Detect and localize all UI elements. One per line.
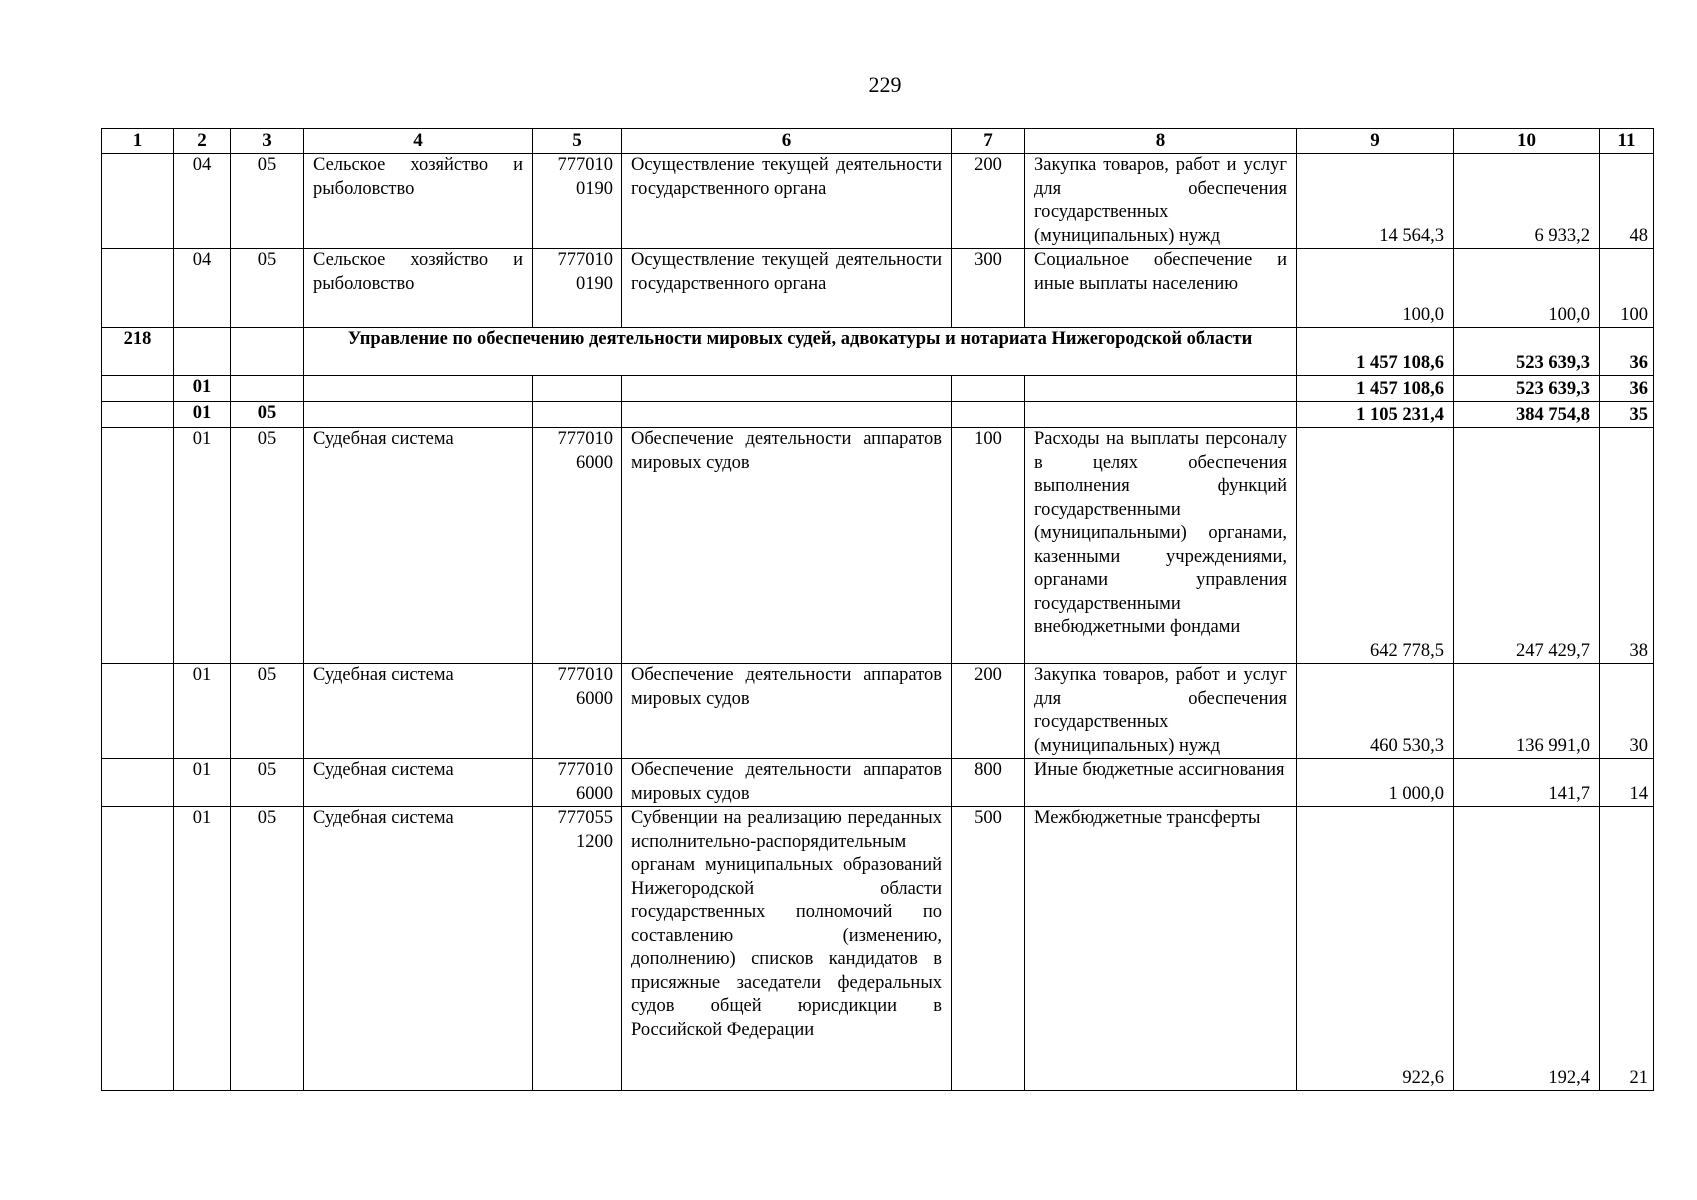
- cell-plan: 100,0: [1297, 249, 1454, 328]
- cell-expense-name: Социальное обеспечение и иные выплаты населению: [1025, 249, 1297, 328]
- table-row: [102, 759, 1654, 807]
- cell-subsection: 05: [231, 249, 304, 328]
- cell-target-code: 777010 6000: [533, 664, 622, 759]
- cell-actual: 136 991,0: [1454, 664, 1600, 759]
- cell-expense-name: Расходы на выплаты персоналу в целях обеспечения выполнения функций государственными (муниципальными) органами, казенными учреждениями, органами управления государственными внебюджетными фондами: [1025, 428, 1297, 664]
- cell-section: 01: [174, 428, 231, 664]
- cell-empty: [533, 402, 622, 428]
- cell-section: 04: [174, 249, 231, 328]
- table-row: [102, 807, 1654, 1091]
- cell-subsection: 05: [231, 807, 304, 1091]
- cell-subsection-name: Сельское хозяйство и рыболовство: [304, 249, 533, 328]
- cell-empty: [1025, 402, 1297, 428]
- table-row: [102, 664, 1654, 759]
- cell-c1: [102, 249, 174, 328]
- col-header: 9: [1297, 129, 1454, 154]
- col-header: 3: [231, 129, 304, 154]
- col-header: 1: [102, 129, 174, 154]
- cell-empty: [231, 376, 304, 402]
- cell-expense-code: 300: [952, 249, 1025, 328]
- cell-plan: 1 457 108,6: [1297, 376, 1454, 402]
- cell-target-name: Обеспечение деятельности аппаратов мировых судов: [622, 664, 952, 759]
- page-number: 229: [868, 72, 902, 97]
- cell-actual: 192,4: [1454, 807, 1600, 1091]
- cell-target-code: 777010 0190: [533, 249, 622, 328]
- cell-target-name: Осуществление текущей деятельности государственного органа: [622, 249, 952, 328]
- cell-empty: [102, 402, 174, 428]
- cell-target-code: 777010 6000: [533, 759, 622, 807]
- cell-empty: [533, 376, 622, 402]
- cell-percent: 38: [1600, 428, 1654, 664]
- cell-target-code: 777010 6000: [533, 428, 622, 664]
- cell-subsection: 05: [231, 428, 304, 664]
- cell-subsection: 05: [231, 759, 304, 807]
- cell-plan: 14 564,3: [1297, 154, 1454, 249]
- col-header: 10: [1454, 129, 1600, 154]
- cell-percent: 36: [1600, 376, 1654, 402]
- cell-target-name: Обеспечение деятельности аппаратов мировых судов: [622, 428, 952, 664]
- cell-plan: 460 530,3: [1297, 664, 1454, 759]
- cell-subsection: 05: [231, 154, 304, 249]
- col-header: 11: [1600, 129, 1654, 154]
- cell-percent: 36: [1600, 328, 1654, 376]
- header-row: [102, 129, 1654, 154]
- cell-section: 01: [174, 402, 231, 428]
- cell-section: 04: [174, 154, 231, 249]
- col-header: 7: [952, 129, 1025, 154]
- cell-target-code: 777010 0190: [533, 154, 622, 249]
- cell-target-name: Осуществление текущей деятельности государственного органа: [622, 154, 952, 249]
- cell-empty: [231, 328, 304, 376]
- cell-empty: [304, 402, 533, 428]
- cell-expense-code: 100: [952, 428, 1025, 664]
- cell-percent: 48: [1600, 154, 1654, 249]
- col-header: 2: [174, 129, 231, 154]
- cell-actual: 100,0: [1454, 249, 1600, 328]
- cell-empty: [174, 328, 231, 376]
- cell-section: 01: [174, 664, 231, 759]
- cell-percent: 21: [1600, 807, 1654, 1091]
- cell-percent: 14: [1600, 759, 1654, 807]
- cell-target-code: 777055 1200: [533, 807, 622, 1091]
- cell-expense-name: Закупка товаров, работ и услуг для обеспечения государственных (муниципальных) нужд: [1025, 154, 1297, 249]
- table-row: [102, 428, 1654, 664]
- cell-dept-code: 218: [102, 328, 174, 376]
- cell-expense-name: Межбюджетные трансферты: [1025, 807, 1297, 1091]
- cell-plan: 1 000,0: [1297, 759, 1454, 807]
- col-header: 4: [304, 129, 533, 154]
- cell-empty: [622, 402, 952, 428]
- cell-actual: 141,7: [1454, 759, 1600, 807]
- cell-empty: [1025, 376, 1297, 402]
- cell-subsection-name: Судебная система: [304, 759, 533, 807]
- col-header: 8: [1025, 129, 1297, 154]
- cell-empty: [102, 376, 174, 402]
- cell-section: 01: [174, 759, 231, 807]
- cell-c1: [102, 154, 174, 249]
- section-row: [102, 376, 1654, 402]
- cell-subsection-name: Судебная система: [304, 807, 533, 1091]
- cell-actual: 523 639,3: [1454, 328, 1600, 376]
- cell-section: 01: [174, 807, 231, 1091]
- table-row: [102, 249, 1654, 328]
- cell-empty: [952, 402, 1025, 428]
- cell-subsection-name: Судебная система: [304, 664, 533, 759]
- dept-row: [102, 328, 1654, 376]
- cell-plan: 1 457 108,6: [1297, 328, 1454, 376]
- cell-percent: 35: [1600, 402, 1654, 428]
- cell-empty: [304, 376, 533, 402]
- cell-subsection: 05: [231, 664, 304, 759]
- cell-expense-code: 200: [952, 154, 1025, 249]
- cell-plan: 1 105 231,4: [1297, 402, 1454, 428]
- cell-subsection: 05: [231, 402, 304, 428]
- col-header: 5: [533, 129, 622, 154]
- cell-percent: 100: [1600, 249, 1654, 328]
- subsection-row: [102, 402, 1654, 428]
- cell-target-name: Субвенции на реализацию переданных исполнительно-распорядительным органам муниципальных образований Нижегородской области государственных полномочий по составлению (изменению, дополнению) списков кандидатов в присяжные заседатели федеральных судов общей юрисдикции в Российской Федерации: [622, 807, 952, 1091]
- cell-actual: 247 429,7: [1454, 428, 1600, 664]
- cell-section: 01: [174, 376, 231, 402]
- cell-expense-name: Закупка товаров, работ и услуг для обеспечения государственных (муниципальных) нужд: [1025, 664, 1297, 759]
- cell-expense-code: 500: [952, 807, 1025, 1091]
- cell-plan: 922,6: [1297, 807, 1454, 1091]
- cell-actual: 523 639,3: [1454, 376, 1600, 402]
- cell-dept-name: Управление по обеспечению деятельности мировых судей, адвокатуры и нотариата Нижегородской области: [304, 328, 1297, 376]
- table-row: [102, 154, 1654, 249]
- cell-actual: 384 754,8: [1454, 402, 1600, 428]
- cell-expense-name: Иные бюджетные ассигнования: [1025, 759, 1297, 807]
- cell-expense-code: 800: [952, 759, 1025, 807]
- cell-c1: [102, 807, 174, 1091]
- cell-expense-code: 200: [952, 664, 1025, 759]
- cell-target-name: Обеспечение деятельности аппаратов мировых судов: [622, 759, 952, 807]
- cell-plan: 642 778,5: [1297, 428, 1454, 664]
- col-header: 6: [622, 129, 952, 154]
- cell-c1: [102, 759, 174, 807]
- cell-c1: [102, 428, 174, 664]
- cell-subsection-name: Судебная система: [304, 428, 533, 664]
- cell-subsection-name: Сельское хозяйство и рыболовство: [304, 154, 533, 249]
- cell-empty: [952, 376, 1025, 402]
- cell-empty: [622, 376, 952, 402]
- budget-table: [101, 128, 1654, 1091]
- cell-actual: 6 933,2: [1454, 154, 1600, 249]
- cell-c1: [102, 664, 174, 759]
- cell-percent: 30: [1600, 664, 1654, 759]
